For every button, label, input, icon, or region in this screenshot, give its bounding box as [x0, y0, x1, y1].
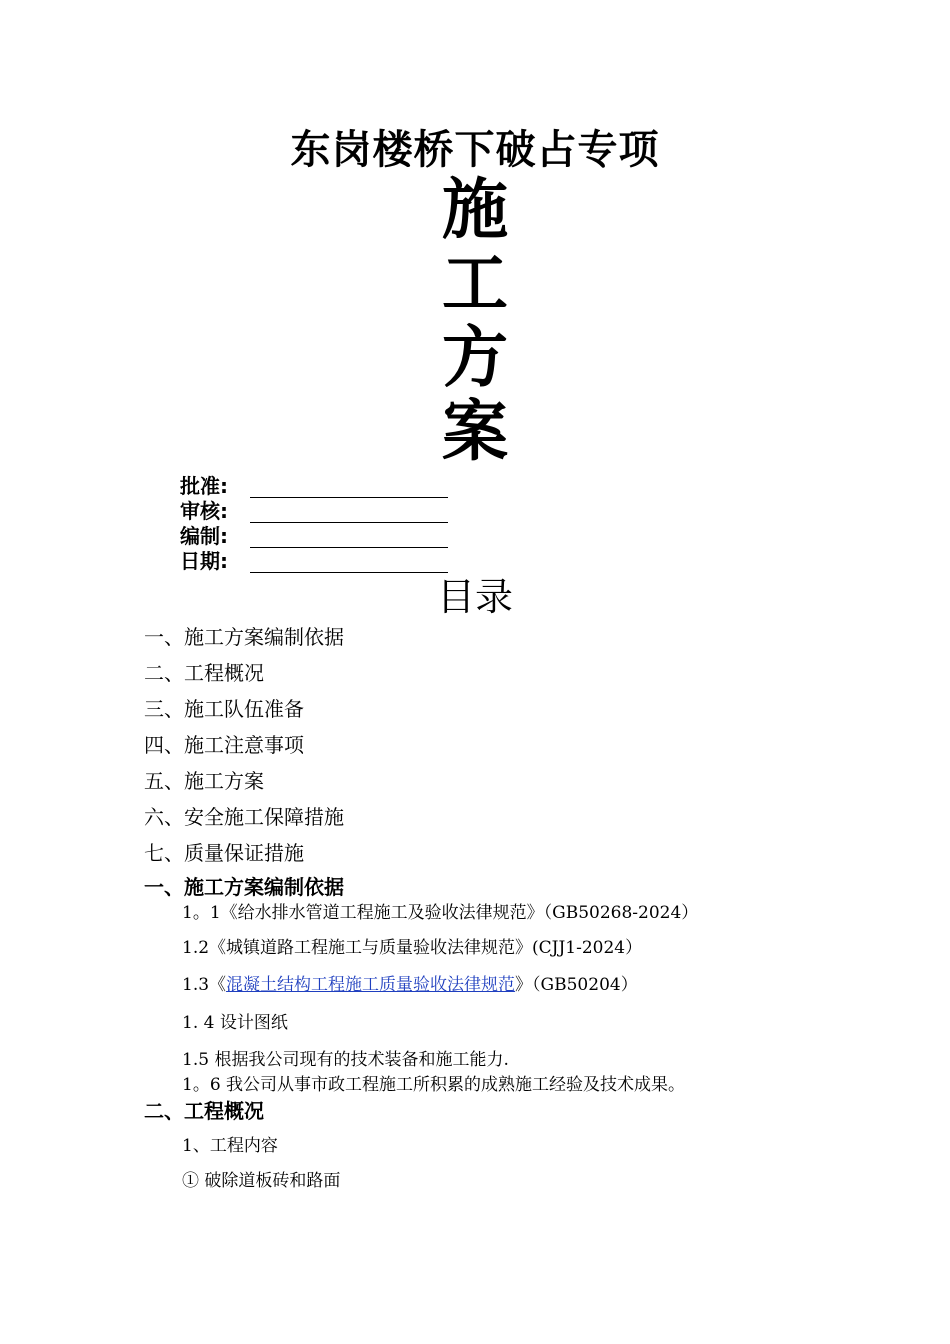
signature-line [250, 527, 448, 548]
toc-item[interactable]: 六、安全施工保障措施 [144, 805, 344, 829]
cover-vertical-title [0, 172, 950, 468]
toc-title: 目录 [436, 575, 513, 619]
cover-title: 东岗楼桥下破占专项 [290, 126, 660, 173]
signature-line [250, 477, 448, 498]
signoff-row-date [180, 548, 448, 573]
toc-item[interactable]: 四、施工注意事项 [144, 733, 304, 757]
signoff-label: 批准: [180, 474, 228, 498]
toc-item[interactable]: 五、施工方案 [144, 769, 264, 793]
vertical-char: 施 [442, 170, 508, 248]
signature-line [250, 502, 448, 523]
signoff-label: 日期: [180, 549, 228, 573]
basis-suffix: 》（GB50204） [515, 975, 638, 995]
basis-item: 1。6 我公司从事市政工程施工所积累的成熟施工经验及技术成果。 [182, 1075, 686, 1095]
basis-item [182, 973, 638, 997]
standard-link[interactable]: 混凝土结构工程施工质量验收法律规范 [226, 975, 516, 995]
toc-item[interactable]: 七、质量保证措施 [144, 841, 304, 865]
toc-item[interactable]: 一、施工方案编制依据 [144, 625, 344, 649]
vertical-char: 工 [442, 244, 508, 322]
vertical-char: 方 [442, 318, 508, 396]
signoff-label: 编制: [180, 524, 228, 548]
toc-item[interactable]: 三、施工队伍准备 [144, 697, 304, 721]
signoff-row-review [180, 498, 448, 523]
basis-item: 1. 4 设计图纸 [182, 1013, 288, 1033]
basis-item: 1.2《城镇道路工程施工与质量验收法律规范》(CJJ1-2024） [182, 938, 643, 958]
toc-list [144, 619, 344, 871]
signoff-label: 审核: [180, 499, 228, 523]
basis-item: 1。1《给水排水管道工程施工及验收法律规范》（GB50268-2024） [182, 903, 699, 923]
signoff-row-approve [180, 473, 448, 498]
signoff-row-author [180, 523, 448, 548]
signoff-block [180, 473, 448, 573]
overview-item: 1、工程内容 [182, 1136, 278, 1156]
basis-item: 1.5 根据我公司现有的技术装备和施工能力. [182, 1050, 509, 1070]
vertical-char: 案 [442, 392, 508, 470]
basis-prefix: 1.3《 [182, 975, 227, 995]
overview-item: ① 破除道板砖和路面 [182, 1171, 341, 1191]
toc-item[interactable]: 二、工程概况 [144, 661, 264, 685]
section-heading: 一、施工方案编制依据 [144, 875, 344, 899]
section-heading: 二、工程概况 [144, 1099, 264, 1123]
signature-line [250, 552, 448, 573]
